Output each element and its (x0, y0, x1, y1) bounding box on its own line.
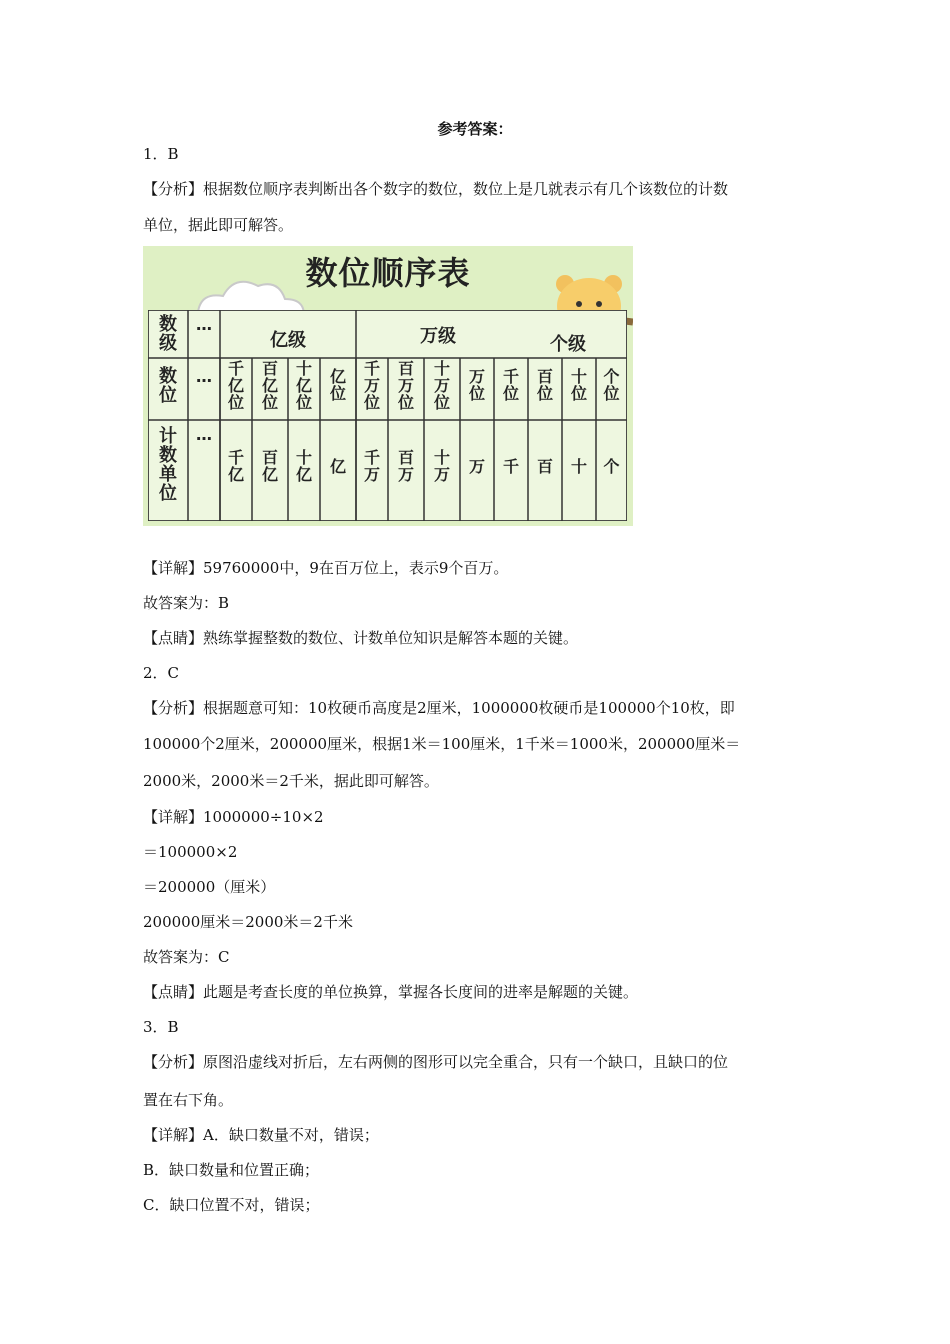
unit-cell: 十万 (433, 448, 451, 484)
q3-analysis-line2: 置在右下角。 (143, 1091, 234, 1109)
row-label-level: 数级 (159, 314, 177, 354)
q2-conclusion: 故答案为：C (143, 948, 230, 966)
place-cell: 百亿位 (261, 359, 279, 412)
figure-title: 数位顺序表 (305, 254, 471, 292)
place-cell: 个位 (603, 367, 620, 403)
ellipsis-unit: … (196, 425, 212, 444)
unit-cell: 个 (603, 457, 620, 476)
unit-cell: 亿 (329, 457, 347, 476)
q2-detail-line4: 200000厘米＝2000米＝2千米 (143, 913, 353, 931)
q2-detail-line1: 【详解】1000000÷10×2 (143, 808, 324, 826)
level-ge: 个级 (550, 334, 586, 355)
unit-cell: 千亿 (227, 448, 245, 484)
level-yi: 亿级 (270, 330, 306, 351)
q1-comment: 【点睛】熟练掌握整数的数位、计数单位知识是解答本题的关键。 (143, 629, 579, 647)
ellipsis-place: … (196, 367, 212, 386)
unit-cell: 万 (468, 457, 486, 476)
q3-detail-line1: 【详解】A．缺口数量不对，错误； (143, 1126, 379, 1144)
q2-analysis-line2: 100000个2厘米，200000厘米，根据1米＝100厘米，1千米＝1000米，200000厘米＝ (143, 735, 741, 753)
q3-answer: 3．B (143, 1018, 179, 1036)
q3-detail-line2: B．缺口数量和位置正确； (143, 1161, 320, 1179)
place-value-figure (143, 246, 633, 526)
level-wan: 万级 (420, 326, 456, 347)
unit-cell: 百 (536, 457, 554, 476)
q2-detail-line3: ＝200000（厘米） (143, 878, 276, 896)
q2-comment: 【点睛】此题是考查长度的单位换算，掌握各长度间的进率是解题的关键。 (143, 983, 639, 1001)
row-label-unit: 计数单位 (159, 426, 177, 504)
unit-cell: 千 (502, 457, 520, 476)
place-cell: 千位 (502, 367, 520, 403)
unit-cell: 百亿 (261, 448, 279, 484)
page-title: 参考答案： (437, 120, 513, 138)
unit-cell: 十 (570, 457, 588, 476)
q2-detail-line2: ＝100000×2 (143, 843, 238, 861)
q1-conclusion: 故答案为：B (143, 594, 230, 612)
q3-analysis-line1: 【分析】原图沿虚线对折后，左右两侧的图形可以完全重合，只有一个缺口，且缺口的位 (143, 1053, 729, 1071)
q3-detail-line3: C．缺口位置不对，错误； (143, 1196, 320, 1214)
place-cell: 十位 (570, 367, 588, 403)
place-cell: 百位 (536, 367, 554, 403)
unit-cell: 千万 (363, 448, 381, 484)
q1-detail: 【详解】59760000中，9在百万位上，表示9个百万。 (143, 559, 509, 577)
place-cell: 万位 (468, 367, 486, 403)
q2-analysis-line3: 2000米，2000米＝2千米，据此即可解答。 (143, 772, 439, 790)
place-cell: 十亿位 (295, 359, 313, 412)
q1-analysis-line1: 【分析】根据数位顺序表判断出各个数字的数位，数位上是几就表示有几个该数位的计数 (143, 180, 729, 198)
q2-analysis-line1: 【分析】根据题意可知：10枚硬币高度是2厘米，1000000枚硬币是100000个10枚，即 (143, 699, 735, 717)
unit-cell: 百万 (397, 448, 415, 484)
unit-cell: 十亿 (295, 448, 313, 484)
place-cell: 千亿位 (227, 359, 245, 412)
place-cell: 百万位 (397, 359, 415, 412)
place-cell: 千万位 (363, 359, 381, 412)
row-label-place: 数位 (159, 366, 177, 406)
place-value-table (148, 310, 627, 521)
place-cell: 十万位 (433, 359, 451, 412)
q1-analysis-line2: 单位，据此即可解答。 (143, 216, 294, 234)
q1-answer: 1．B (143, 145, 179, 163)
place-cell: 亿位 (329, 367, 347, 403)
q2-answer: 2．C (143, 664, 180, 682)
ellipsis-level: … (196, 315, 212, 334)
